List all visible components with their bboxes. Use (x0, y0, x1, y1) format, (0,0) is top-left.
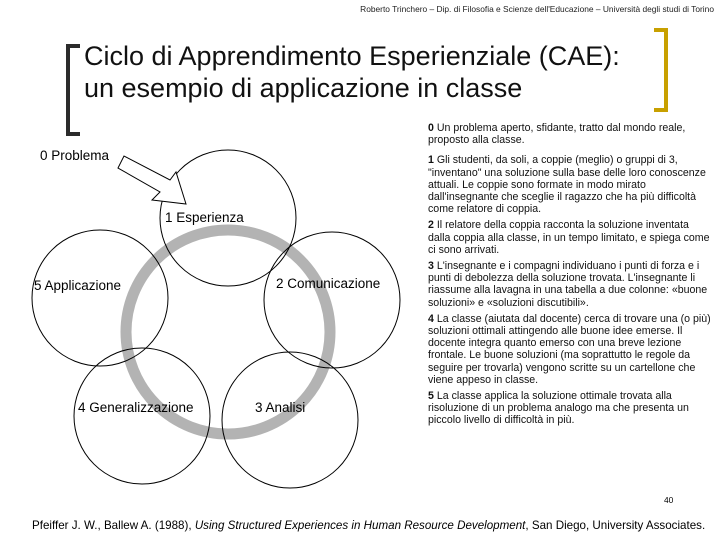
reference-book-title: Using Structured Experiences in Human Resource Development (194, 519, 526, 532)
step-4-text: La classe (aiutata dal docente) cerca di trovare una (o più) soluzioni ottimali attingendo alle buone idee emerse. Il docente integra quanto emerso con una breve lezione frontale. Le buone soluzioni (ma soprattutto le regole da seguire per trovarla) vengono scritte su un cartellone che viene appeso in classe. (428, 312, 711, 386)
label-generalizzazione: 4 Generalizzazione (78, 400, 194, 415)
bibliographic-reference (32, 519, 705, 532)
problem-arrow (118, 156, 186, 204)
step-5-number: 5 (428, 390, 434, 403)
reference-publisher: , San Diego, University Associates. (525, 519, 706, 532)
step-4-number: 4 (428, 312, 434, 325)
step-2 (428, 219, 714, 256)
step-3 (428, 260, 714, 309)
circle-applicazione (32, 230, 168, 366)
step-descriptions (428, 122, 714, 431)
slide-title-line2: un esempio di applicazione in classe (84, 73, 523, 103)
step-0 (428, 122, 714, 146)
label-problema: 0 Problema (40, 148, 110, 163)
circle-analisi (222, 352, 358, 488)
step-2-text: Il relatore della coppia racconta la soluzione inventata dalla coppia alla classe, in un tempo limitato, e spiega come ci sono arrivati. (428, 219, 710, 256)
step-4 (428, 313, 714, 386)
step-3-number: 3 (428, 260, 434, 273)
step-0-text: Un problema aperto, sfidante, tratto dal mondo reale, proposto alla classe. (428, 122, 686, 147)
label-applicazione: 5 Applicazione (34, 278, 122, 293)
step-5-text: La classe applica la soluzione ottimale trovata alla risoluzione di un problema analogo ma che presenta un piccolo livello di difficoltà in più. (428, 390, 689, 427)
page-number: 40 (664, 495, 674, 505)
step-1-number: 1 (428, 154, 434, 167)
step-1-text: Gli studenti, da soli, a coppie (meglio) o gruppi di 3, "inventano" una soluzione sulla base delle loro conoscenze attuali. Le coppie sono formate in modo mirato dall'insegnante che sceglie il ragazzo che ha più difficoltà come relatore di coppia. (428, 154, 706, 216)
reference-authors: Pfeiffer J. W., Ballew A. (1988), (32, 519, 195, 532)
step-2-number: 2 (428, 219, 434, 232)
step-5 (428, 390, 714, 427)
step-0-number: 0 (428, 122, 434, 134)
label-comunicazione: 2 Comunicazione (276, 276, 381, 291)
step-3-text: L'insegnante e i compagni individuano i punti di forza e i punti di debolezza della soluzione trovata. L'insegnante li riassume alla lavagna in una tabella a due colonne: «buone soluzioni» e «soluzioni discutibili». (428, 260, 708, 309)
label-esperienza: 1 Esperienza (165, 210, 244, 225)
circle-generalizzazione (74, 348, 210, 484)
slide-title-line1: Ciclo di Apprendimento Esperienziale (CAE): (84, 41, 620, 71)
step-1 (428, 154, 714, 215)
label-analisi: 3 Analisi (255, 400, 306, 415)
header-credit: Roberto Trinchero – Dip. di Filosofia e Scienze dell'Educazione – Università degli studi di Torino (360, 4, 714, 14)
